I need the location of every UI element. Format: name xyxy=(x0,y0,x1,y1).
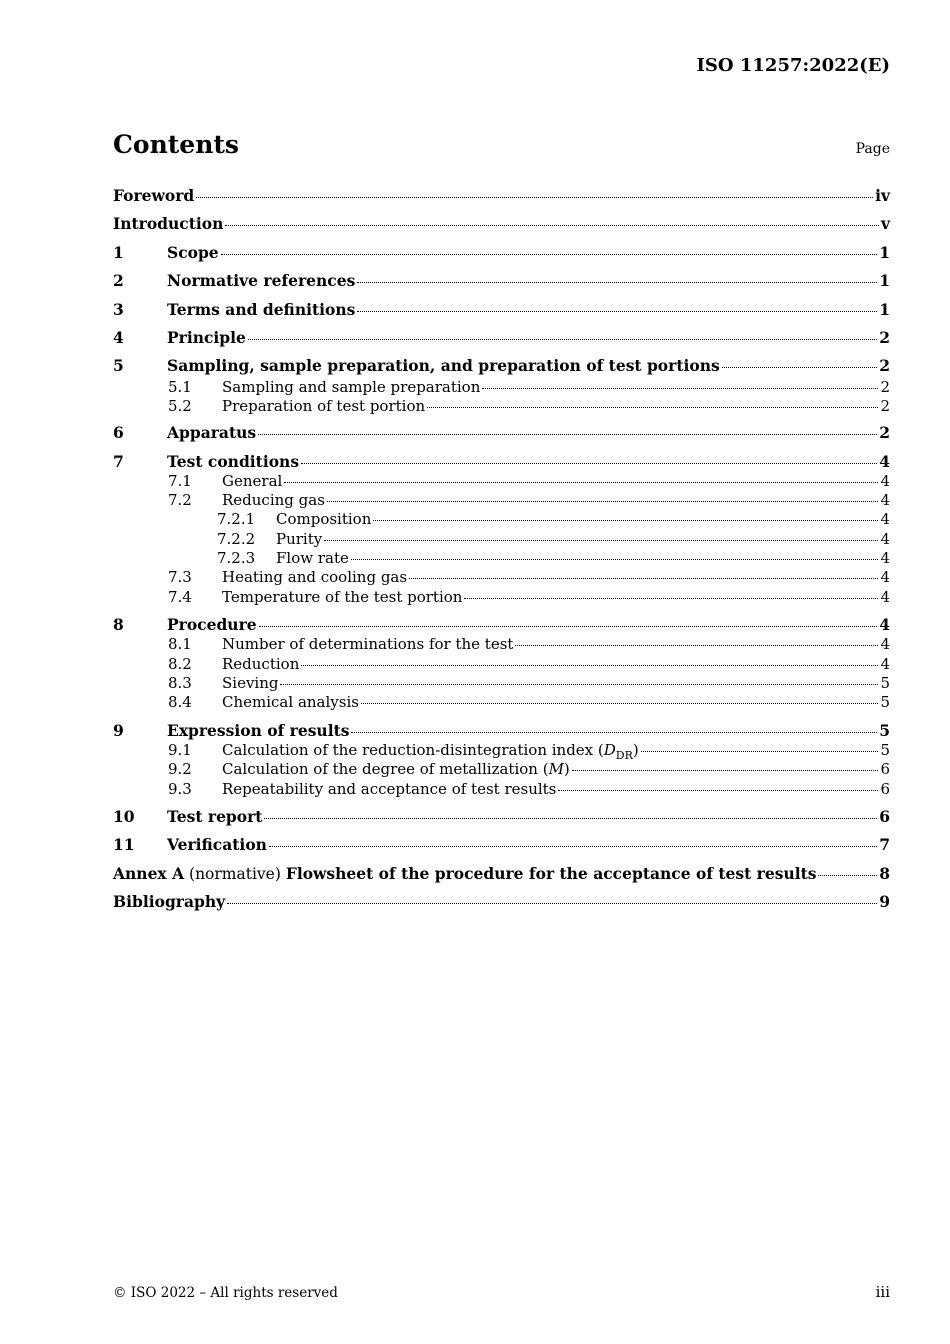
toc-entry-title xyxy=(167,243,219,263)
toc-entry[interactable] xyxy=(113,615,890,635)
toc-entry-page: 6 xyxy=(880,780,890,798)
toc-entry-title-text: Heating and cooling gas xyxy=(222,568,408,586)
toc-entry-title-text: Verification xyxy=(167,835,267,854)
toc-entry[interactable] xyxy=(113,471,890,491)
toc-entry-number: 3 xyxy=(113,300,124,319)
toc-entry-title-text: Purity xyxy=(276,530,323,548)
toc-entry-title-text: Procedure xyxy=(167,615,257,634)
toc-entry-number: 8.2 xyxy=(168,655,192,673)
toc-entry-page: 6 xyxy=(879,807,890,826)
toc-entry-title-text: Flowsheet of the procedure for the acceptance of test results xyxy=(285,864,817,883)
toc-entry-page: 2 xyxy=(879,423,890,442)
math-symbol: D xyxy=(603,741,616,759)
toc-entry-page: 7 xyxy=(879,835,890,854)
toc-entry-title xyxy=(113,864,816,884)
toc-entry-title-text: Reduction xyxy=(222,655,300,673)
dot-leader xyxy=(482,387,878,389)
contents-heading: Contents xyxy=(113,130,240,159)
toc-entry-number: 7.4 xyxy=(168,588,192,606)
toc-entry[interactable] xyxy=(113,759,890,779)
math-close: ) xyxy=(632,741,639,759)
dot-leader xyxy=(269,845,877,847)
toc-entry-title-text: Calculation of the degree of metallization ( xyxy=(222,760,549,778)
toc-entry-title xyxy=(222,654,299,674)
toc-entry[interactable] xyxy=(113,864,890,884)
dot-leader xyxy=(409,577,878,579)
toc-entry[interactable] xyxy=(113,721,890,741)
toc-entry[interactable] xyxy=(113,892,890,912)
toc-entry-title-text: Introduction xyxy=(113,214,224,233)
toc-entry-title-text: Bibliography xyxy=(113,892,226,911)
toc-entry-number: 2 xyxy=(113,271,124,290)
toc-entry-page: 4 xyxy=(880,510,890,528)
toc-entry-page: 4 xyxy=(880,491,890,509)
toc-entry-page: 4 xyxy=(880,655,890,673)
toc-entry-number: 8.3 xyxy=(168,674,192,692)
toc-entry-number: 7.2.3 xyxy=(217,549,256,567)
toc-entry[interactable] xyxy=(113,214,890,234)
toc-entry-page: 5 xyxy=(880,693,890,711)
dot-leader xyxy=(427,406,878,408)
dot-leader xyxy=(515,644,878,646)
toc-entry-title-text: Sampling and sample preparation xyxy=(222,378,481,396)
toc-entry-page: 4 xyxy=(880,588,890,606)
dot-leader xyxy=(818,874,877,876)
toc-entry-page: 2 xyxy=(879,328,890,347)
toc-entry-title xyxy=(222,692,359,712)
toc-entry-title-text: General xyxy=(222,472,283,490)
toc-entry-page: 9 xyxy=(879,892,890,911)
page-number: iii xyxy=(875,1283,890,1301)
toc-entry-title-text: Scope xyxy=(167,243,219,262)
toc-entry-page: 1 xyxy=(879,300,890,319)
toc-entry-title xyxy=(113,892,225,912)
toc-entry[interactable] xyxy=(113,452,890,472)
toc-entry-title xyxy=(222,471,282,491)
toc-entry-title-text: Foreword xyxy=(113,186,195,205)
toc-entry-title-text: Sampling, sample preparation, and preparation of test portions xyxy=(167,356,720,375)
toc-entry-page: 4 xyxy=(880,472,890,490)
toc-entry-page: 2 xyxy=(879,356,890,375)
toc-entry-number: 9.2 xyxy=(168,760,192,778)
toc-entry-page: 1 xyxy=(879,243,890,262)
dot-leader xyxy=(280,683,878,685)
toc-entry-title-text: Calculation of the reduction-disintegration index ( xyxy=(222,741,604,759)
toc-entry-title-text: Preparation of test portion xyxy=(222,397,426,415)
toc-entry-title xyxy=(276,529,322,549)
toc-entry-title xyxy=(167,452,299,472)
toc-entry-number: 6 xyxy=(113,423,124,442)
dot-leader xyxy=(558,789,878,791)
toc-entry-number: 11 xyxy=(113,835,135,854)
toc-entry-title xyxy=(167,721,349,741)
dot-leader xyxy=(351,731,877,733)
toc-entry[interactable] xyxy=(113,587,890,607)
toc-entry-title-text: Sieving xyxy=(222,674,279,692)
toc-entry-page: 2 xyxy=(880,378,890,396)
dot-leader xyxy=(641,750,879,752)
toc-entry-page: 8 xyxy=(879,864,890,883)
toc-entry-title xyxy=(222,567,407,587)
toc-entry-title xyxy=(222,587,462,607)
toc-entry[interactable] xyxy=(113,567,890,587)
dot-leader xyxy=(264,817,877,819)
toc-entry-number: 7.2.1 xyxy=(217,510,256,528)
toc-entry[interactable] xyxy=(113,396,890,416)
document-id: ISO 11257:2022(E) xyxy=(696,55,890,76)
dot-leader xyxy=(301,462,877,464)
toc-entry[interactable] xyxy=(113,548,890,568)
toc-entry-title xyxy=(167,328,246,348)
toc-entry-number: 8.4 xyxy=(168,693,192,711)
copyright-notice: © ISO 2022 – All rights reserved xyxy=(113,1285,338,1301)
dot-leader xyxy=(284,481,878,483)
toc-entry-title-text: Apparatus xyxy=(167,423,257,442)
toc-entry-page: 4 xyxy=(880,549,890,567)
toc-entry[interactable] xyxy=(113,490,890,510)
toc-entry-page: iv xyxy=(875,186,890,205)
toc-entry-title-text: Composition xyxy=(276,510,372,528)
toc-entry-title xyxy=(222,377,480,397)
toc-entry-number: 4 xyxy=(113,328,124,347)
toc-entry-title xyxy=(167,615,257,635)
toc-entry-title xyxy=(167,807,262,827)
dot-leader xyxy=(227,902,877,904)
toc-entry-page: 6 xyxy=(880,760,890,778)
toc-entry-page: 4 xyxy=(880,635,890,653)
dot-leader xyxy=(357,281,877,283)
toc-entry-page: 5 xyxy=(879,721,890,740)
toc-entry[interactable] xyxy=(113,509,890,529)
toc-entry[interactable] xyxy=(113,328,890,348)
toc-entry-number: 9.1 xyxy=(168,741,192,759)
toc-entry-page: 4 xyxy=(879,452,890,471)
toc-entry[interactable] xyxy=(113,377,890,397)
toc-entry-number: 7 xyxy=(113,452,124,471)
dot-leader xyxy=(357,310,877,312)
dot-leader xyxy=(722,366,878,368)
toc-entry-number: 5.1 xyxy=(168,378,192,396)
toc-entry-title-text: Flow rate xyxy=(276,549,349,567)
toc-entry-page: 2 xyxy=(880,397,890,415)
dot-leader xyxy=(259,625,878,627)
toc-entry-title xyxy=(167,423,256,443)
toc-entry-title-text: Test conditions xyxy=(167,452,300,471)
toc-entry-number: 5.2 xyxy=(168,397,192,415)
toc-entry[interactable] xyxy=(113,529,890,549)
dot-leader xyxy=(248,338,877,340)
toc-entry-title-text: Test report xyxy=(167,807,263,826)
toc-entry-title xyxy=(167,356,720,376)
toc-entry-title xyxy=(167,300,355,320)
toc-entry-title xyxy=(222,673,278,693)
dot-leader xyxy=(327,500,879,502)
toc-entry-number: 7.2 xyxy=(168,491,192,509)
toc-entry-page: 4 xyxy=(880,568,890,586)
toc-entry-number: 1 xyxy=(113,243,124,262)
toc-entry-title-text: Repeatability and acceptance of test results xyxy=(222,780,557,798)
toc-entry-title xyxy=(113,214,223,234)
toc-entry-title-text: Normative references xyxy=(167,271,356,290)
toc-entry-title xyxy=(276,509,371,529)
toc-entry-title xyxy=(222,396,425,416)
annex-status: (normative) xyxy=(184,865,286,883)
toc-entry-title xyxy=(113,186,194,206)
toc-entry-title-text: Reducing gas xyxy=(222,491,325,509)
toc-entry-title xyxy=(167,835,267,855)
toc-entry-number: 7.1 xyxy=(168,472,192,490)
toc-entry-title xyxy=(222,634,513,654)
toc-entry-title-text: Principle xyxy=(167,328,246,347)
toc-entry[interactable] xyxy=(113,692,890,712)
math-close: ) xyxy=(563,760,570,778)
dot-leader xyxy=(361,702,878,704)
toc-entry-number: 7.2.2 xyxy=(217,530,256,548)
toc-entry[interactable] xyxy=(113,186,890,206)
toc-entry-title-text: Chemical analysis xyxy=(222,693,359,711)
toc-entry-title xyxy=(222,490,325,510)
toc-entry-number: 8 xyxy=(113,615,124,634)
toc-entry[interactable] xyxy=(113,300,890,320)
dot-leader xyxy=(572,769,879,771)
dot-leader xyxy=(301,664,878,666)
toc-entry-page: 5 xyxy=(880,741,890,759)
dot-leader xyxy=(258,433,877,435)
toc-entry-title-text: Temperature of the test portion xyxy=(222,588,463,606)
toc-entry-number: 8.1 xyxy=(168,635,192,653)
toc-entry-title xyxy=(167,271,355,291)
toc-entry-number: 9 xyxy=(113,721,124,740)
toc-entry-title xyxy=(276,548,349,568)
dot-leader xyxy=(324,539,878,541)
dot-leader xyxy=(221,253,878,255)
toc-entry-page: v xyxy=(880,214,890,233)
dot-leader xyxy=(196,196,873,198)
dot-leader xyxy=(225,224,879,226)
dot-leader xyxy=(351,558,879,560)
toc-entry-number: 7.3 xyxy=(168,568,192,586)
toc-entry[interactable] xyxy=(113,835,890,855)
math-subscript: DR xyxy=(615,749,633,762)
toc-entry-page: 4 xyxy=(879,615,890,634)
toc-entry-number: 5 xyxy=(113,356,124,375)
toc-entry-number: 10 xyxy=(113,807,135,826)
annex-label: Annex A xyxy=(113,864,185,883)
toc-entry-page: 4 xyxy=(880,530,890,548)
toc-entry-page: 5 xyxy=(880,674,890,692)
dot-leader xyxy=(373,519,878,521)
toc-entry-title xyxy=(222,759,570,779)
toc-entry-title-text: Number of determinations for the test xyxy=(222,635,514,653)
toc-entry-title xyxy=(222,779,556,799)
toc-entry-number: 9.3 xyxy=(168,780,192,798)
toc-entry[interactable] xyxy=(113,634,890,654)
toc-entry[interactable] xyxy=(113,423,890,443)
page-column-label: Page xyxy=(855,141,890,157)
toc-entry[interactable] xyxy=(113,271,890,291)
math-symbol: M xyxy=(548,760,564,778)
toc-entry[interactable] xyxy=(113,356,890,376)
toc-entry[interactable] xyxy=(113,807,890,827)
toc-entry[interactable] xyxy=(113,243,890,263)
dot-leader xyxy=(464,597,878,599)
toc-entry[interactable] xyxy=(113,654,890,674)
toc-entry[interactable] xyxy=(113,779,890,799)
toc-entry[interactable] xyxy=(113,673,890,693)
toc-entry-title-text: Expression of results xyxy=(167,721,350,740)
toc-entry-page: 1 xyxy=(879,271,890,290)
toc-entry-title-text: Terms and definitions xyxy=(167,300,356,319)
